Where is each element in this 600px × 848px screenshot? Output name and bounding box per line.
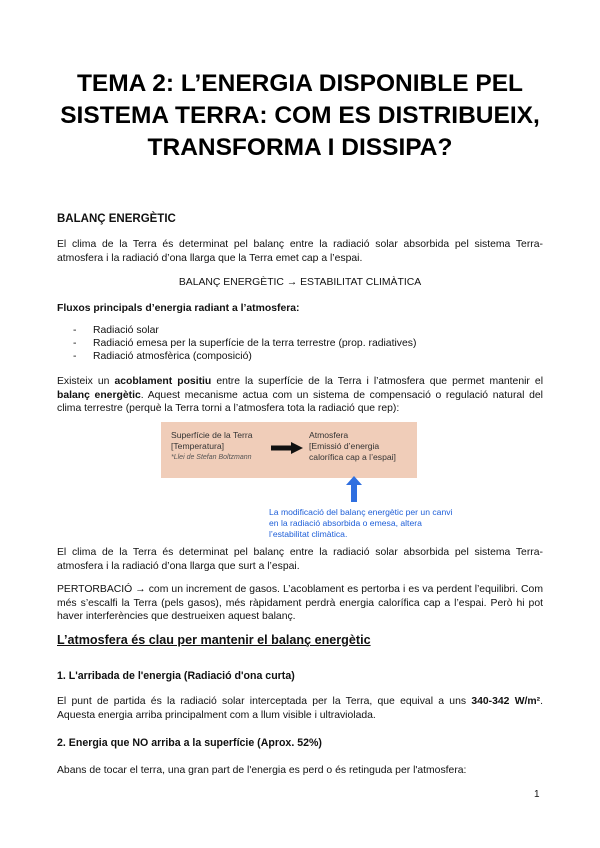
- fluxes-heading: Fluxos principals d’energia radiant a l’atmosfera:: [57, 303, 300, 314]
- page-number: 1: [534, 789, 540, 800]
- section-heading-balanc: BALANÇ ENERGÈTIC: [57, 213, 176, 225]
- paragraph-pertorbacio: PERTORBACIÓ → com un increment de gasos. L’acoblament es pertorba i es va perdent l’equilibri. Com més s’escalfi la Terra (pels gasos), més ràpidament perdrà energia calorífica cap a l’espai. Però hi pot haver interferències que destrueixen aquest balanç.: [57, 584, 543, 622]
- text-run: entre la superfície de la Terra i l’atmosfera que permet mantenir el: [211, 376, 543, 387]
- diagram-text: Superfície de la Terra: [171, 430, 253, 440]
- text-run: El punt de partida és la radiació solar interceptada per la Terra, que equival a uns: [57, 696, 472, 707]
- paragraph-radiacio: [57, 695, 543, 722]
- bold-term: acoblament positiu: [114, 376, 212, 387]
- diagram-text: [Temperatura]: [171, 441, 225, 451]
- coupling-diagram: [161, 422, 417, 478]
- paragraph-intro: El clima de la Terra és determinat pel balanç entre la radiació solar absorbida pel sistema Terra-atmosfera i la radiació d’ona llarga que la Terra emet cap a l’espai.: [57, 239, 543, 264]
- section-heading-atmosfera: L’atmosfera és clau per mantenir el balanç energètic: [57, 633, 371, 647]
- list-item: - Radiació solar: [73, 324, 416, 337]
- right-arrow-icon: [271, 442, 303, 454]
- diagram-note: *Llei de Stefan Boltzmann: [171, 454, 252, 461]
- formula-line: BALANÇ ENERGÈTIC → ESTABILITAT CLIMÀTICA: [178, 277, 422, 288]
- bold-value: 340-342 W/m²: [471, 696, 541, 707]
- diagram-surface-box: [171, 430, 253, 463]
- diagram-text: [Emissió d’energia: [309, 441, 380, 451]
- subheading-arribada: 1. L'arribada de l'energia (Radiació d'ona curta): [57, 670, 295, 682]
- text-run: Existeix un: [57, 376, 115, 387]
- diagram-atmosphere-box: [309, 430, 396, 463]
- diagram-blue-note: La modificació del balanç energètic per un canvi en la radiació absorbida o emesa, altera l’estabilitat climàtica.: [269, 507, 453, 539]
- diagram-text: Atmosfera: [309, 430, 349, 440]
- diagram-text: calorífica cap a l’espai]: [309, 452, 396, 462]
- bold-term: balanç energètic: [57, 389, 141, 401]
- paragraph-abans: Abans de tocar el terra, una gran part de l'energia es perd o és retinguda per l'atmosfera:: [57, 765, 467, 776]
- paragraph-acoblament: [57, 375, 543, 416]
- text-run: . Aquesta energia arriba principalment com a llum visible i ultraviolada.: [57, 696, 543, 721]
- paragraph-clima: El clima de la Terra és determinat pel balanç entre la radiació solar absorbida pel sistema Terra-atmosfera i la radiació d’ona llarga que surt a l’espai.: [57, 547, 543, 572]
- up-arrow-icon: [346, 476, 362, 502]
- list-item: - Radiació emesa per la superfície de la terra terrestre (prop. radiatives): [73, 337, 416, 350]
- list-item: - Radiació atmosfèrica (composició): [73, 350, 416, 363]
- subheading-no-arriba: 2. Energia que NO arriba a la superfície (Aprox. 52%): [57, 737, 322, 749]
- text-run: . Aquest mecanisme actua com un sistema de compensació o regulació natural del clima terrestre (perquè la Terra torni a l’atmosfera tota la radiació que rep):: [57, 389, 543, 414]
- fluxes-list: [73, 324, 416, 364]
- document-title: TEMA 2: L’ENERGIA DISPONIBLE PEL SISTEMA TERRA: COM ES DISTRIBUEIX, TRANSFORMA I DISSIPA?: [60, 70, 540, 161]
